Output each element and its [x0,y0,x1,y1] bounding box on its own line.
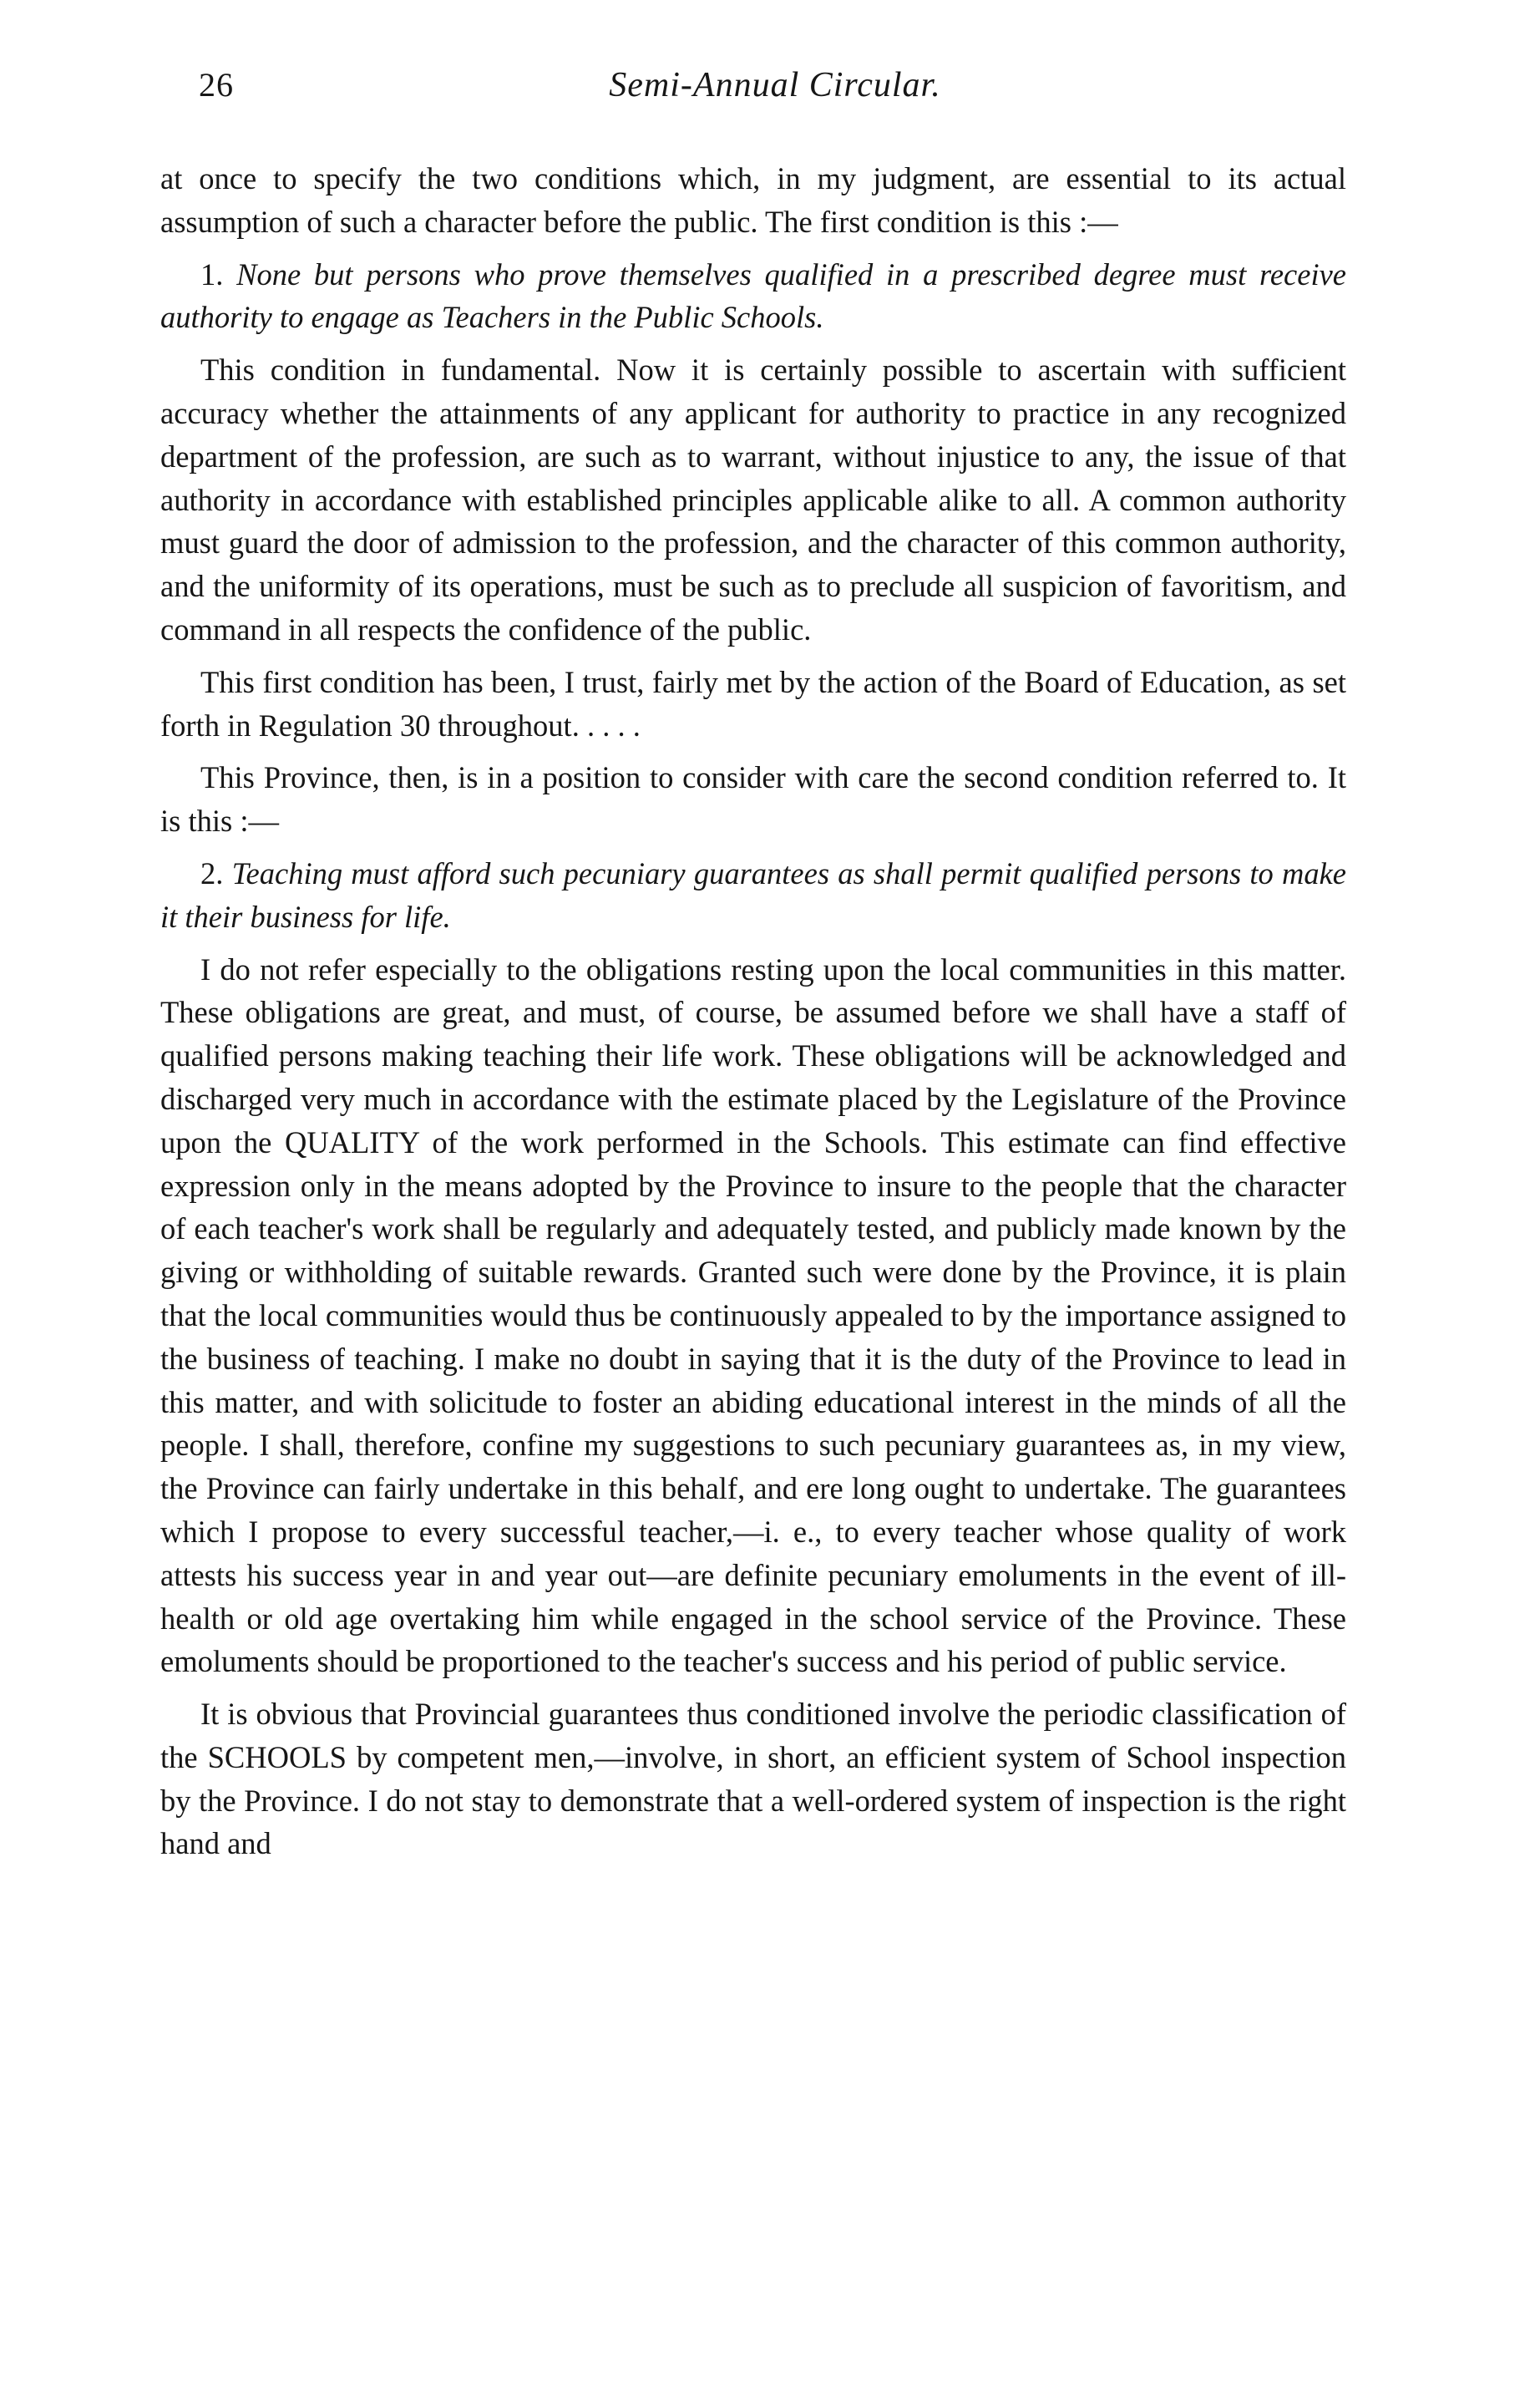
paragraph: This condition in fundamental. Now it is certainly possible to ascertain with sufficient accuracy whether the attainments of any applicant for authority to practice in any recognized department of the profession, are such as to warrant, without injustice to any, the issue of that authority in accordance with established principles applicable alike to all. A common authority must guard the door of admission to the profession, and the character of this common authority, and the uniformity of its operations, must be such as to preclude all suspicion of favoritism, and command in all respects the confidence of the public. [160,353,1346,647]
body-text [160,157,1346,1875]
condition-one [160,253,1346,340]
condition-number: 2. [200,855,224,891]
condition-number: 1. [200,256,224,292]
paragraph: This Province, then, is in a position to consider with care the second condition referred to. It is this :— [160,760,1346,839]
running-title: Semi-Annual Circular. [609,66,941,104]
paragraph: I do not refer especially to the obligations resting upon the local communities in this matter. These obligations are great, and must, of course, be assumed before we shall have a staff of qualified persons making teaching their life work. These obligations will be acknowledged and discharged very much in accordance with the estimate placed by the Legislature of the Province upon the QUALITY of the work performed in the Schools. This estimate can find effective expression only in the means adopted by the Province to insure to the people that the character of each teacher's work shall be regularly and adequately tested, and publicly made known by the giving or withholding of suitable rewards. Granted such were done by the Province, it is plain that the local communities would thus be continuously appealed to by the importance assigned to the business of teaching. I make no doubt in saying that it is the duty of the Province to lead in this matter, and with solicitude to foster an abiding educational interest in the minds of all the people. I shall, therefore, confine my suggestions to such pecuniary guarantees as, in my view, the Province can fairly undertake in this behalf, and ere long ought to undertake. The guarantees which I propose to every successful teacher,—i. e., to every teacher whose quality of work attests his success year in and year out—are definite pecuniary emoluments in the event of ill-health or old age overtaking him while engaged in the school service of the Province. These emoluments should be proportioned to the teacher's success and his period of public service. [160,951,1346,1679]
paragraph: It is obvious that Provincial guarantees thus conditioned involve the periodic classification of the SCHOOLS by competent men,—involve, in short, an efficient system of School inspection by the Province. I do not stay to demonstrate that a well-ordered system of inspection is the right hand and [160,1697,1346,1861]
paragraph-continued: at once to specify the two conditions which, in my judgment, are essential to its actual assumption of such a character before the public. The first condition is this :— [160,161,1346,239]
condition-text: Teaching must afford such pecuniary guarantees as shall permit qualified persons to make it their business for life. [160,855,1347,934]
condition-two [160,852,1346,939]
page-header [199,65,1351,115]
paragraph: This first condition has been, I trust, fairly met by the action of the Board of Education, as set forth in Regulation 30 throughout. . . . . [160,664,1346,743]
page-number: 26 [199,66,234,104]
condition-text: None but persons who prove themselves qualified in a prescribed degree must receive authority to engage as Teachers in the Public Schools. [160,256,1346,335]
